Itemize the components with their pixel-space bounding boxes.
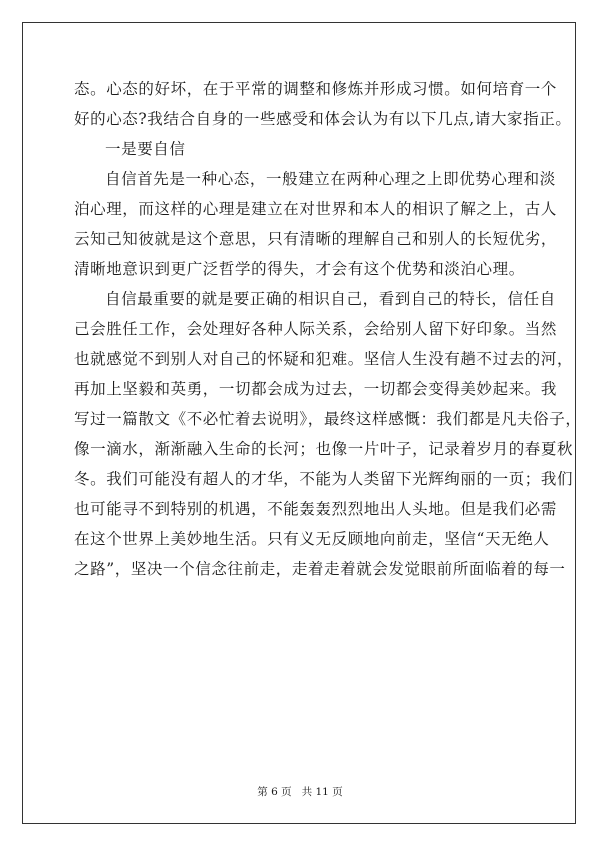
text-line: 态。心态的好坏，在于平常的调整和修炼并形成习惯。如何培育一个 — [74, 80, 558, 98]
paragraph-start-line: 自信最重要的就是要正确的相识自己，看到自己的特长，信任自 — [105, 290, 556, 308]
text-line: 也就感觉不到别人对自己的怀疑和犯难。坚信人生没有趟不过去的河， — [74, 350, 574, 368]
text-line: 之路”，坚决一个信念往前走，走着走着就会发觉眼前所面临着的每一 — [74, 560, 566, 578]
text-line: 清晰地意识到更广泛哲学的得失，才会有这个优势和淡泊心理。 — [74, 260, 525, 278]
document-body — [74, 74, 582, 584]
text-line: 像一滴水，渐渐融入生命的长河；也像一片叶子，记录着岁月的春夏秋 — [74, 440, 574, 458]
page-number: 第 6 页 — [257, 786, 292, 798]
section-heading: 一是要自信 — [105, 140, 186, 158]
text-line: 好的心态?我结合自身的一些感受和体会认为有以下几点,请大家指正。 — [74, 110, 572, 128]
text-line: 冬。我们可能没有超人的才华，不能为人类留下光辉绚丽的一页；我们 — [74, 470, 574, 488]
text-line: 在这个世界上美妙地生活。只有义无反顾地向前走，坚信“天无绝人 — [74, 530, 550, 548]
paragraph-start-line: 自信首先是一种心态，一般建立在两种心理之上即优势心理和淡 — [105, 170, 556, 188]
text-line: 写过一篇散文《不必忙着去说明》，最终这样感慨：我们都是凡夫俗子， — [74, 410, 582, 428]
page-footer — [0, 784, 600, 799]
page-total: 共 11 页 — [301, 786, 343, 798]
text-line: 云知己知彼就是这个意思，只有清晰的理解自己和别人的长短优劣， — [74, 230, 558, 248]
text-line: 再加上坚毅和英勇，一切都会成为过去，一切都会变得美妙起来。我 — [74, 380, 558, 398]
text-line: 己会胜任工作，会处理好各种人际关系，会给别人留下好印象。当然 — [74, 320, 558, 338]
text-line: 也可能寻不到特别的机遇，不能轰轰烈烈地出人头地。但是我们必需 — [74, 500, 558, 518]
text-line: 泊心理，而这样的心理是建立在对世界和本人的相识了解之上，古人 — [74, 200, 558, 218]
